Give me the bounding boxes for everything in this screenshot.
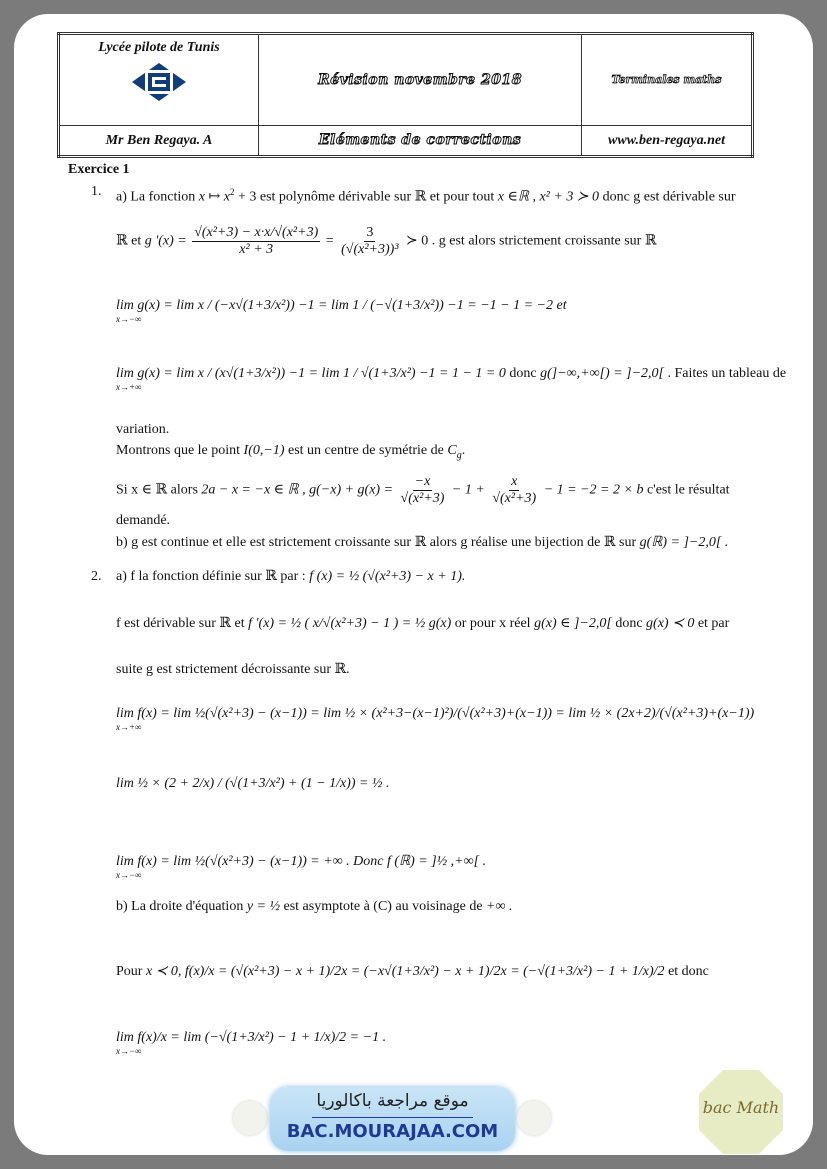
q2a-f: f (x) = ½ (√(x²+3) − x + 1). <box>309 569 466 584</box>
q2-d3: or pour x réel <box>454 616 531 631</box>
bacmath-logo <box>697 1068 785 1156</box>
q1-frac1-num: √(x²+3) − x·x/√(x²+3) <box>194 225 319 240</box>
left-badge-icon <box>233 1101 267 1135</box>
q1-si2: 2a − x = −x ∈ ℝ , <box>201 482 306 498</box>
q2-p3: f(x)/x = (√(x²+3) − x + 1)/2x = (−x√(1+3/x²) − x + 1)/2x = (−√(1+3/x²) − 1 + 1/x)/2 <box>184 964 665 979</box>
q2-number: 2. <box>91 569 102 584</box>
q2-l2: lim ½ × (2 + 2/x) / (√(1+3/x²) + (1 − 1/x)) = ½ . <box>116 776 390 791</box>
q1-curve: C <box>447 443 457 458</box>
q2-l3b: Donc f (ℝ) = ]½ ,+∞[ . <box>353 854 487 869</box>
q1-si-frac2 <box>490 474 538 507</box>
q1-lim1: lim g(x) = lim x / (−x√(1+3/x²)) −1 = lim 1 / (−√(1+3/x²)) −1 = −1 − 1 = −2 et <box>116 298 567 313</box>
q2-d5: donc <box>615 616 643 631</box>
school-logo-icon <box>131 62 187 102</box>
q2-limit1 <box>116 706 754 732</box>
q2b-text2: est asymptote à (C) au voisinage de <box>283 899 483 914</box>
teacher-name: Mr Ben Regaya. A <box>105 132 213 148</box>
subtitle-title: Eléments de corrections <box>318 132 522 148</box>
q1-image: g(]−∞,+∞[) = ]−2,0[ <box>540 366 664 381</box>
q1-sym-text2: est un centre de symétrie de <box>287 443 444 458</box>
q2-pour <box>116 964 709 980</box>
q2-limit3 <box>116 854 486 880</box>
q1-frac2-den: (√(x²+3))³ <box>341 242 399 257</box>
q2b-inf: +∞ . <box>486 899 513 914</box>
q1-number: 1. <box>91 184 102 199</box>
revision-cell <box>259 34 582 126</box>
q1-text-e: donc g est dérivable sur <box>602 189 736 205</box>
q2-d7: et par <box>697 616 730 631</box>
q1-sym-proof <box>116 474 730 507</box>
q1-text: a) La fonction <box>116 189 196 205</box>
q1-domain: x ∈ℝ , <box>497 189 536 205</box>
q1-table-hint: . Faites un tableau de <box>667 366 787 381</box>
q2-limit4 <box>116 1030 386 1056</box>
q2-deriv <box>116 616 729 632</box>
right-badge-icon <box>517 1101 551 1135</box>
q1-exp: 2 <box>229 187 235 197</box>
exercise-title: Exercice 1 <box>68 162 130 177</box>
q1-donc: donc <box>509 366 537 381</box>
teacher-cell <box>59 126 259 157</box>
q2-l4-sub: x→−∞ <box>116 1046 142 1056</box>
q1-lim2-sub: x→+∞ <box>116 382 142 392</box>
q2b-text: b) La droite d'équation <box>116 899 244 914</box>
q1-derivative <box>116 225 656 258</box>
q1-sym-text: Montrons que le point <box>116 443 241 458</box>
website-link[interactable]: www.ben-regaya.net <box>608 132 725 148</box>
q1-rest: + 3 <box>237 189 257 205</box>
q1-si-frac1-den: √(x²+3) <box>400 491 445 506</box>
level-label: Terminales maths <box>611 73 722 86</box>
q1-si: Si x ∈ ℝ alors <box>116 482 198 498</box>
q1-si3: g(−x) + g(x) = <box>309 482 394 498</box>
revision-title: Révision novembre 2018 <box>318 71 522 88</box>
q1b-text: b) g est continue et elle est strictement croissante sur ℝ alors g réalise une bijection de ℝ sur <box>116 535 637 550</box>
q1-eq: = <box>325 233 334 249</box>
bacmath-text: bac Math <box>702 1098 780 1117</box>
q1-positive: x² + 3 ≻ 0 <box>539 189 600 205</box>
q1-lim2: lim g(x) = lim x / (x√(1+3/x²)) −1 = lim 1 / √(1+3/x²) −1 = 1 − 1 = 0 <box>116 366 506 381</box>
q2-l3-sub: x→−∞ <box>116 870 142 880</box>
website-cell <box>582 126 753 157</box>
q2-d6: g(x) ≺ 0 <box>646 616 695 631</box>
q1-si5: − 1 = −2 = 2 × b <box>543 482 644 498</box>
header-table <box>57 32 754 158</box>
level-cell <box>582 34 753 126</box>
q2-suite: suite g est strictement décroissante sur ℝ. <box>116 662 350 677</box>
site-banner[interactable] <box>270 1087 515 1151</box>
q2a <box>116 569 465 585</box>
q2-p4: et donc <box>668 964 709 979</box>
school-cell <box>59 34 259 126</box>
q2-l3: lim f(x) = lim ½(√(x²+3) − (x−1)) = +∞ . <box>116 854 350 869</box>
q1-variation: variation. <box>116 422 170 437</box>
q1-lim1-sub: x→−∞ <box>116 314 142 324</box>
q2a-text: a) f la fonction définie sur ℝ par : <box>116 569 306 584</box>
q1-si-frac1 <box>399 474 447 507</box>
banner-url[interactable]: BAC.MOURAJAA.COM <box>286 1121 499 1142</box>
q1-text-b: est polynôme dérivable sur ℝ et pour tout <box>259 189 495 205</box>
q1-si6: c'est le résultat <box>646 482 730 498</box>
q1-curve-sub: g <box>456 449 462 461</box>
q1-map: x ↦ x <box>198 189 230 205</box>
q1-frac2-num: 3 <box>366 225 374 240</box>
q1-si4: − 1 + <box>451 482 485 498</box>
q1-si-frac2-num: x <box>511 474 518 489</box>
q2-p1: Pour <box>116 964 143 979</box>
q1b <box>116 535 728 551</box>
q1-line1 <box>116 184 736 206</box>
q1-frac1 <box>192 225 320 258</box>
q2-d1: f est dérivable sur ℝ et <box>116 616 245 631</box>
q1-point: I(0,−1) <box>243 443 285 458</box>
q1b-image: g(ℝ) = ]−2,0[ . <box>639 535 729 550</box>
q2-d4: g(x) ∈ ]−2,0[ <box>534 616 612 631</box>
q2-limit2 <box>116 776 389 792</box>
q1-limit-minus <box>116 298 567 324</box>
q2-p2: x ≺ 0, <box>145 964 182 979</box>
q1-demande: demandé. <box>116 513 171 528</box>
school-name: Lycée pilote de Tunis <box>98 40 220 55</box>
q2-p5: lim f(x)/x = lim (−√(1+3/x²) − 1 + 1/x)/2 = −1 . <box>116 1030 387 1045</box>
q1-r: ℝ et <box>116 233 142 249</box>
q1-increasing: ≻ 0 . g est alors strictement croissante sur ℝ <box>406 233 657 249</box>
q1-symmetry <box>116 443 465 464</box>
banner-arabic: موقع مراجعة باكالوريا <box>270 1091 515 1111</box>
q2-l1: lim f(x) = lim ½(√(x²+3) − (x−1)) = lim ½ × (x²+3−(x−1)²)/(√(x²+3)+(x−1)) = lim ½ × (2x+2)/(√(x²+3)+(x−1)) <box>116 706 755 721</box>
q1-dot: . <box>461 443 466 458</box>
q2-d2: f '(x) = ½ ( x/√(x²+3) − 1 ) = ½ g(x) <box>248 616 452 631</box>
q1-frac2 <box>339 225 400 258</box>
q2b <box>116 899 512 915</box>
q2-l1-sub: x→+∞ <box>116 722 142 732</box>
q1-si-frac1-num: −x <box>414 474 431 489</box>
q1-frac1-den: x² + 3 <box>239 242 274 257</box>
q2b-eq: y = ½ <box>246 899 280 914</box>
q1-si-frac2-den: √(x²+3) <box>492 491 537 506</box>
q1-gprime: g '(x) = <box>144 233 187 249</box>
q1-limit-plus <box>116 366 786 392</box>
subtitle-cell <box>259 126 582 157</box>
